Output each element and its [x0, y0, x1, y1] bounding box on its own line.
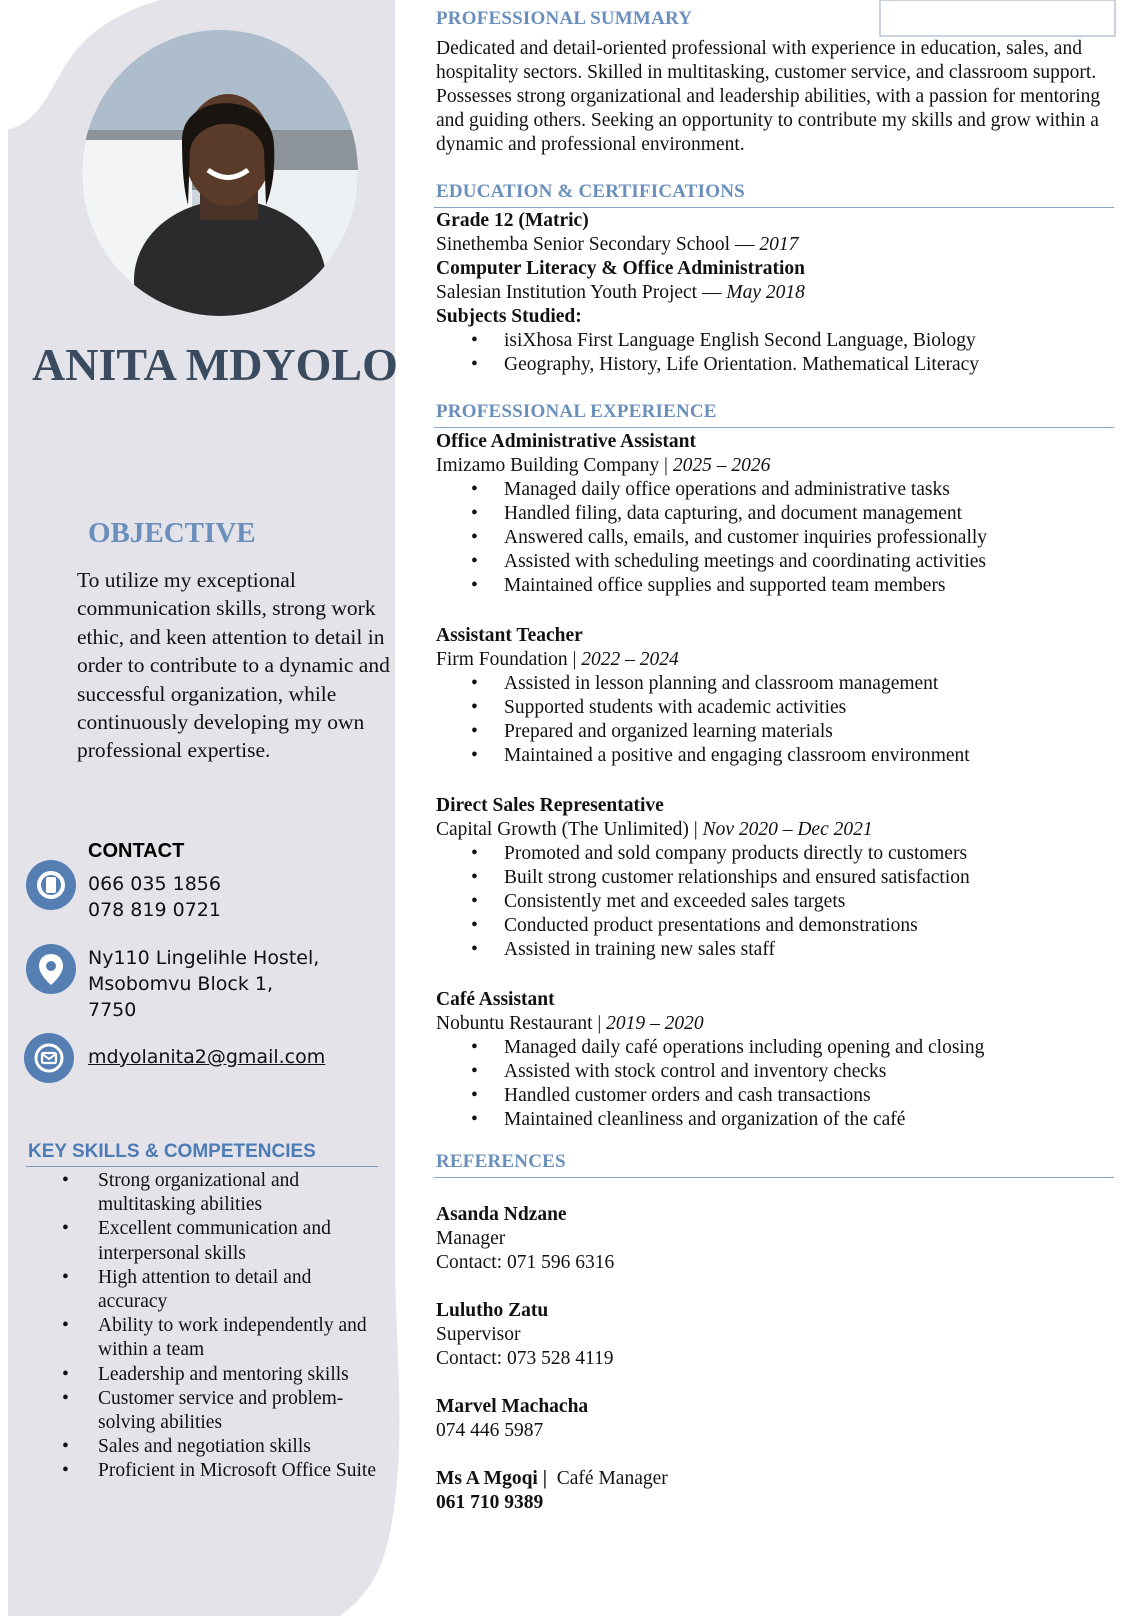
- education-title: Computer Literacy & Office Administration: [436, 258, 805, 279]
- job-duties: [436, 842, 1116, 962]
- duty-item: • Managed daily office operations and administrative tasks: [436, 478, 1116, 502]
- contact-heading: CONTACT: [88, 840, 185, 862]
- subjects-list: [436, 329, 1116, 377]
- job-company: Nobuntu Restaurant |: [436, 1013, 602, 1034]
- reference-name: Marvel Machacha: [436, 1396, 589, 1417]
- duty-item: • Prepared and organized learning materials: [436, 720, 1116, 744]
- job-company-line: [436, 1012, 1116, 1036]
- skill-item: • Leadership and mentoring skills: [58, 1363, 378, 1387]
- duty-item: • Maintained office supplies and supported team members: [436, 574, 1116, 598]
- job-dates: 2019 – 2020: [606, 1013, 704, 1034]
- job-entry: [436, 430, 1116, 598]
- reference-contact: 061 710 9389: [436, 1492, 544, 1513]
- education-institution: Salesian Institution Youth Project —: [436, 282, 722, 303]
- contact-phones: [88, 871, 221, 923]
- job-company-line: [436, 648, 1116, 672]
- duty-item: • Maintained a positive and engaging classroom environment: [436, 744, 1116, 768]
- skill-item: • Excellent communication and interpersonal skills: [58, 1217, 378, 1265]
- address-line: Msobomvu Block 1,: [88, 973, 273, 995]
- duty-item: • Handled customer orders and cash transactions: [436, 1084, 1116, 1108]
- references-section: [436, 1203, 1116, 1515]
- skill-item: • Sales and negotiation skills: [58, 1435, 378, 1459]
- job-duties: [436, 672, 1116, 768]
- job-title: Café Assistant: [436, 989, 555, 1010]
- reference-entry: [436, 1395, 1116, 1443]
- education-heading: EDUCATION & CERTIFICATIONS: [436, 181, 745, 202]
- address-line: 7750: [88, 999, 137, 1021]
- skill-item: • Customer service and problem-solving abilities: [58, 1387, 378, 1435]
- job-company: Firm Foundation |: [436, 649, 577, 670]
- reference-name: Asanda Ndzane: [436, 1204, 567, 1225]
- education-date: 2017: [759, 234, 799, 255]
- education-divider: [434, 207, 1114, 208]
- job-title: Direct Sales Representative: [436, 795, 664, 816]
- reference-entry: [436, 1299, 1116, 1371]
- duty-item: • Assisted with scheduling meetings and coordinating activities: [436, 550, 1116, 574]
- phone-number[interactable]: 066 035 1856: [88, 873, 221, 895]
- job-company: Imizamo Building Company |: [436, 455, 668, 476]
- job-duties: [436, 478, 1116, 598]
- job-duties: [436, 1036, 1116, 1132]
- skill-item: • Proficient in Microsoft Office Suite: [58, 1459, 378, 1483]
- education-institution: Sinethemba Senior Secondary School —: [436, 234, 755, 255]
- duty-item: • Built strong customer relationships and ensured satisfaction: [436, 866, 1116, 890]
- duty-item: • Assisted in lesson planning and classroom management: [436, 672, 1116, 696]
- skills-heading: KEY SKILLS & COMPETENCIES: [28, 1141, 316, 1162]
- skill-item: • Strong organizational and multitasking abilities: [58, 1169, 378, 1217]
- duty-item: • Assisted with stock control and inventory checks: [436, 1060, 1116, 1084]
- email-icon: [24, 1033, 74, 1083]
- subject-item: • Geography, History, Life Orientation. Mathematical Literacy: [436, 353, 1116, 377]
- email-link[interactable]: mdyolanita2@gmail.com: [88, 1046, 326, 1068]
- job-company: Capital Growth (The Unlimited) |: [436, 819, 698, 840]
- location-pin-icon: [26, 944, 76, 994]
- job-title: Office Administrative Assistant: [436, 431, 696, 452]
- experience-heading: PROFESSIONAL EXPERIENCE: [436, 401, 717, 422]
- duty-item: • Managed daily café operations including opening and closing: [436, 1036, 1116, 1060]
- reference-contact: 074 446 5987: [436, 1420, 544, 1441]
- subject-item: • isiXhosa First Language English Second Language, Biology: [436, 329, 1116, 353]
- objective-heading: OBJECTIVE: [88, 517, 256, 549]
- reference-role: Supervisor: [436, 1324, 521, 1345]
- reference-name-line: [436, 1467, 1116, 1491]
- reference-contact: Contact: 071 596 6316: [436, 1252, 615, 1273]
- duty-item: • Promoted and sold company products directly to customers: [436, 842, 1116, 866]
- education-title: Grade 12 (Matric): [436, 210, 589, 231]
- skill-item: • Ability to work independently and within a team: [58, 1314, 378, 1362]
- summary-heading: PROFESSIONAL SUMMARY: [436, 8, 693, 29]
- skills-divider: [26, 1166, 378, 1167]
- reference-entry: [436, 1467, 1116, 1515]
- address-line: Ny110 Lingelihle Hostel,: [88, 947, 320, 969]
- contact-address: [88, 945, 319, 1023]
- reference-role: Manager: [436, 1228, 506, 1249]
- education-date: May 2018: [726, 282, 805, 303]
- references-divider: [434, 1177, 1114, 1178]
- duty-item: • Answered calls, emails, and customer inquiries professionally: [436, 526, 1116, 550]
- education-institution-line: [436, 233, 1116, 257]
- skills-list: [58, 1169, 378, 1484]
- objective-text: To utilize my exceptional communication skills, strong work ethic, and keen attention to detail in order to contribute to a dynamic and successful organization, while continuously developing my own professional expertise.: [77, 568, 390, 763]
- job-entry: [436, 624, 1116, 768]
- phone-icon: [26, 860, 76, 910]
- reference-role: Café Manager: [556, 1468, 668, 1489]
- job-company-line: [436, 454, 1116, 478]
- duty-item: • Consistently met and exceeded sales targets: [436, 890, 1116, 914]
- phone-number[interactable]: 078 819 0721: [88, 899, 221, 921]
- job-dates: Nov 2020 – Dec 2021: [702, 819, 873, 840]
- job-title: Assistant Teacher: [436, 625, 583, 646]
- reference-name: Lulutho Zatu: [436, 1300, 549, 1321]
- references-heading: REFERENCES: [436, 1151, 566, 1172]
- job-entry: [436, 988, 1116, 1132]
- duty-item: • Handled filing, data capturing, and document management: [436, 502, 1116, 526]
- reference-name: Ms A Mgoqi |: [436, 1468, 548, 1489]
- education-section: [436, 209, 1116, 377]
- reference-entry: [436, 1203, 1116, 1275]
- duty-item: • Assisted in training new sales staff: [436, 938, 1116, 962]
- job-company-line: [436, 818, 1116, 842]
- experience-divider: [434, 427, 1114, 428]
- duty-item: • Conducted product presentations and demonstrations: [436, 914, 1116, 938]
- education-institution-line: [436, 281, 1116, 305]
- job-dates: 2025 – 2026: [672, 455, 771, 476]
- profile-photo: [82, 30, 358, 316]
- duty-item: • Maintained cleanliness and organization of the café: [436, 1108, 1116, 1132]
- job-entry: [436, 794, 1116, 962]
- skill-item: • High attention to detail and accuracy: [58, 1266, 378, 1314]
- summary-text: Dedicated and detail-oriented professional with experience in education, sales, and hospitality sectors. Skilled in multitasking, customer service, and classroom support. Possesses strong organizational and leadership abilities, with a passion for mentoring and guiding others. Seeking an opportunity to contribute my skills and grow within a dynamic and professional environment.: [436, 38, 1101, 155]
- duty-item: • Supported students with academic activities: [436, 696, 1116, 720]
- job-dates: 2022 – 2024: [581, 649, 679, 670]
- subjects-label: Subjects Studied:: [436, 306, 582, 327]
- experience-section: [436, 430, 1116, 1132]
- candidate-name: ANITA MDYOLO: [32, 339, 398, 390]
- reference-contact: Contact: 073 528 4119: [436, 1348, 614, 1369]
